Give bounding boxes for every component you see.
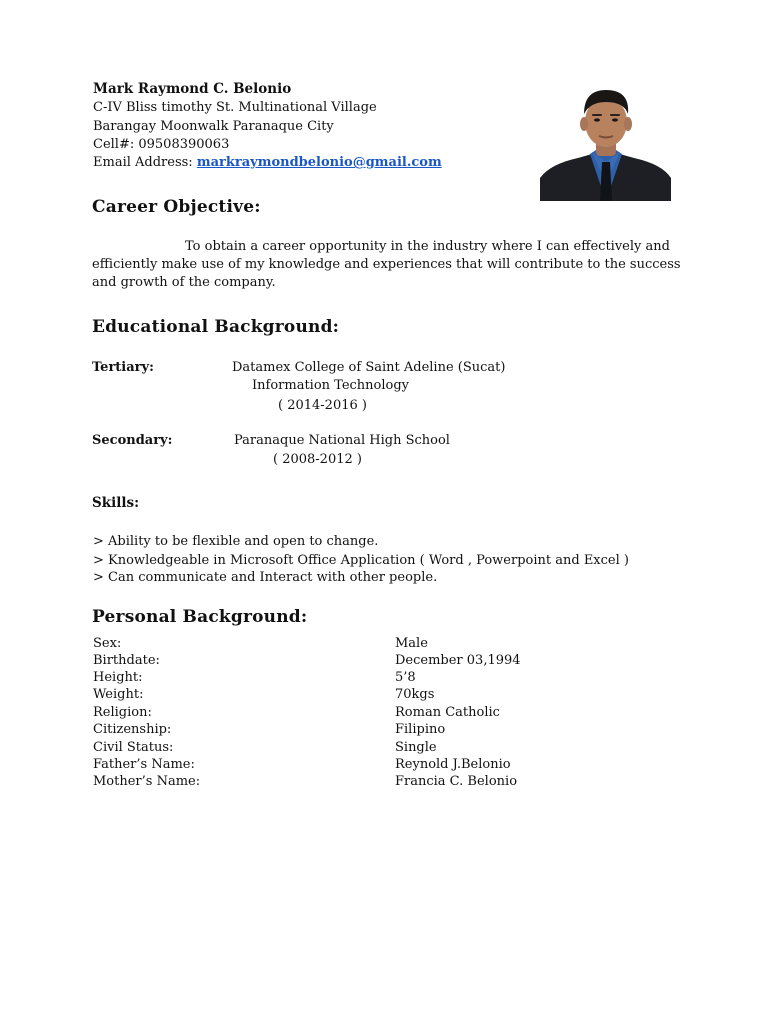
- career-objective-heading: Career Objective:: [92, 197, 261, 217]
- personal-value: Reynold J.Belonio: [395, 757, 511, 772]
- applicant-name: Mark Raymond C. Belonio: [93, 81, 292, 97]
- personal-key: Father’s Name:: [93, 757, 195, 772]
- personal-row-height: [93, 669, 653, 686]
- personal-value: Roman Catholic: [395, 705, 500, 720]
- address-line-2: Barangay Moonwalk Paranaque City: [93, 119, 334, 134]
- tertiary-course: Information Technology: [252, 378, 410, 393]
- personal-row-mother-name: [93, 773, 653, 790]
- personal-key: Sex:: [93, 636, 122, 651]
- personal-key: Mother’s Name:: [93, 774, 201, 789]
- email-link[interactable]: markraymondbelonio@gmail.com: [196, 155, 442, 170]
- profile-photo: [540, 82, 671, 201]
- personal-row-religion: [93, 704, 653, 721]
- personal-key: Citizenship:: [93, 722, 172, 737]
- personal-value: 5’8: [395, 670, 416, 685]
- secondary-years: ( 2008-2012 ): [273, 452, 362, 467]
- education-heading: Educational Background:: [92, 317, 340, 337]
- skill-item: > Ability to be flexible and open to change.: [93, 534, 379, 549]
- secondary-school: Paranaque National High School: [234, 433, 450, 448]
- personal-row-sex: [93, 635, 653, 652]
- personal-row-birthdate: [93, 652, 653, 669]
- personal-row-weight: [93, 686, 653, 703]
- personal-key: Height:: [93, 670, 143, 685]
- personal-key: Birthdate:: [93, 653, 160, 668]
- tertiary-label: Tertiary:: [92, 360, 154, 375]
- personal-value: Single: [395, 740, 437, 755]
- personal-value: Filipino: [395, 722, 446, 737]
- personal-row-citizenship: [93, 721, 653, 738]
- personal-key: Religion:: [93, 705, 152, 720]
- email-label: Email Address:: [93, 155, 193, 170]
- tertiary-school: Datamex College of Saint Adeline (Sucat): [232, 360, 506, 375]
- tertiary-years: ( 2014-2016 ): [278, 398, 367, 413]
- personal-value: Male: [395, 636, 428, 651]
- personal-row-civil-status: [93, 739, 653, 756]
- skill-item: > Knowledgeable in Microsoft Office Application ( Word , Powerpoint and Excel ): [93, 553, 629, 568]
- personal-value: 70kgs: [395, 687, 435, 702]
- cell-number: Cell#: 09508390063: [93, 137, 230, 152]
- skill-item: > Can communicate and Interact with other people.: [93, 570, 438, 585]
- personal-key: Civil Status:: [93, 740, 174, 755]
- personal-background-heading: Personal Background:: [92, 607, 308, 627]
- secondary-label: Secondary:: [92, 433, 173, 448]
- address-line-1: C-IV Bliss timothy St. Multinational Village: [93, 100, 377, 115]
- career-objective-text: To obtain a career opportunity in the industry where I can effectively and efficiently make use of my knowledge and experiences that will contribute to the success and growth of the company.: [92, 239, 681, 290]
- email-line: [93, 154, 442, 171]
- personal-value: Francia C. Belonio: [395, 774, 518, 789]
- personal-value: December 03,1994: [395, 653, 521, 668]
- personal-row-father-name: [93, 756, 653, 773]
- skills-heading: Skills:: [92, 495, 140, 511]
- personal-key: Weight:: [93, 687, 144, 702]
